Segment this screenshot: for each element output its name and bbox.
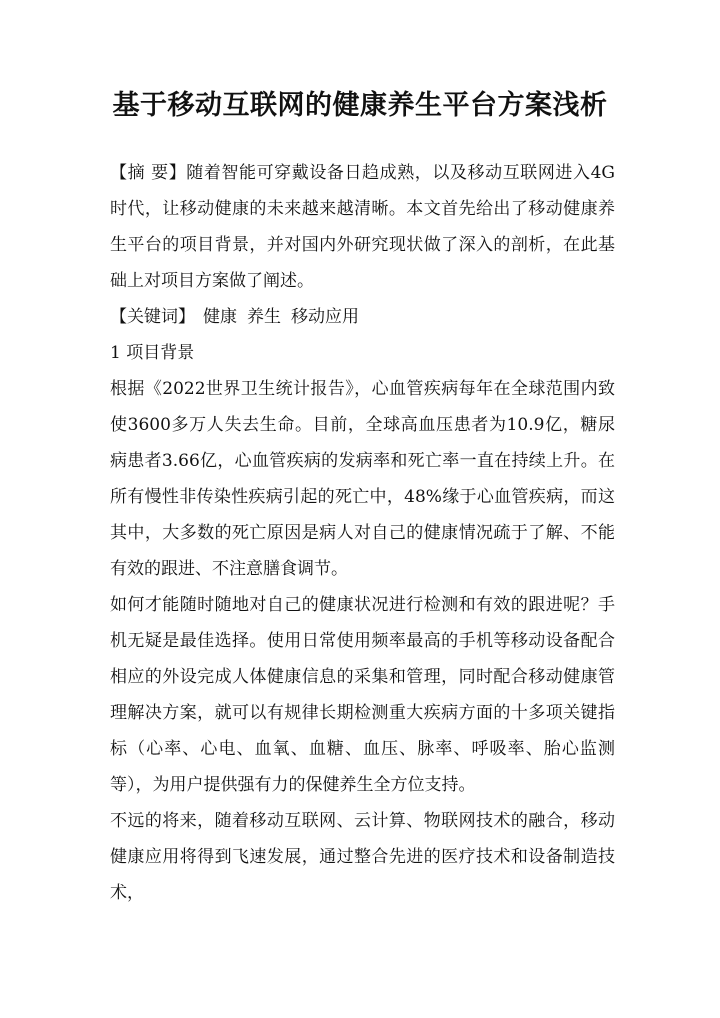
abstract-text: 随着智能可穿戴设备日趋成熟，以及移动互联网进入4G时代，让移动健康的未来越来越清晰。本文首先给出了移动健康养生平台的项目背景，并对国内外研究现状做了深入的剖析，在此基础上对项目方案做了阐述。 <box>110 163 615 291</box>
keywords-label: 【关键词】 <box>110 307 195 327</box>
keyword: 健康 <box>203 307 237 327</box>
abstract-label: 【摘 要】 <box>110 163 187 183</box>
keyword: 移动应用 <box>291 307 359 327</box>
keyword: 养生 <box>247 307 281 327</box>
section-heading: 1 项目背景 <box>110 343 195 363</box>
keywords-line <box>110 299 615 335</box>
body-paragraph: 不远的将来，随着移动互联网、云计算、物联网技术的融合，移动健康应用将得到飞速发展，通过整合先进的医疗技术和设备制造技术， <box>110 811 615 903</box>
document-body <box>110 155 615 911</box>
document-title: 基于移动互联网的健康养生平台方案浅析 <box>112 90 608 121</box>
body-paragraph: 根据《2022世界卫生统计报告》，心血管疾病每年在全球范围内致使3600多万人失去生命。目前，全球高血压患者为10.9亿，糖尿病患者3.66亿，心血管疾病的发病率和死亡率一直在持续上升。在所有慢性非传染性疾病引起的死亡中，48%缘于心血管疾病，而这其中，大多数的死亡原因是病人对自己的健康情况疏于了解、不能有效的跟进、不注意膳食调节。 <box>110 379 615 579</box>
body-paragraph: 如何才能随时随地对自己的健康状况进行检测和有效的跟进呢？手机无疑是最佳选择。使用日常使用频率最高的手机等移动设备配合相应的外设完成人体健康信息的采集和管理，同时配合移动健康管理解决方案，就可以有规律长期检测重大疾病方面的十多项关键指标（心率、心电、血氧、血糖、血压、脉率、呼吸率、胎心监测等），为用户提供强有力的保健养生全方位支持。 <box>110 595 615 795</box>
abstract-paragraph <box>110 155 615 299</box>
